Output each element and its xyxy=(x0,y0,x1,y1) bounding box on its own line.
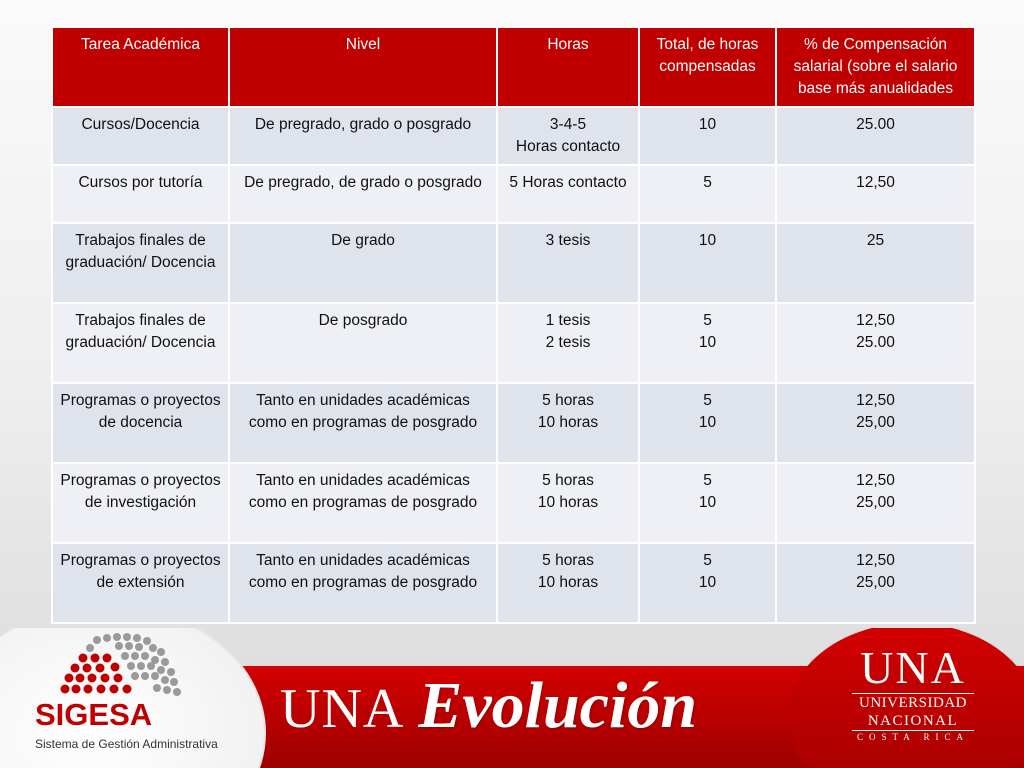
cell-total: 5 10 xyxy=(639,383,776,463)
cell-compensacion: 12,50 25,00 xyxy=(776,543,975,623)
cell-tarea: Cursos por tutoría xyxy=(52,165,229,223)
cell-nivel: Tanto en unidades académicas como en programas de posgrado xyxy=(229,463,497,543)
header-horas: Horas xyxy=(497,27,639,107)
slogan-evolucion: Evolución xyxy=(418,669,698,742)
table-row xyxy=(52,543,975,623)
compensation-table xyxy=(51,26,976,624)
cell-tarea: Cursos/Docencia xyxy=(52,107,229,165)
cell-total: 10 xyxy=(639,223,776,303)
cell-total: 5 xyxy=(639,165,776,223)
cell-nivel: De pregrado, grado o posgrado xyxy=(229,107,497,165)
sigesa-logo-text: SIGESA xyxy=(35,697,153,732)
cell-tarea: Trabajos finales de graduación/ Docencia xyxy=(52,223,229,303)
cell-tarea: Programas o proyectos de extensión xyxy=(52,543,229,623)
sigesa-subtitle: Sistema de Gestión Administrativa xyxy=(35,737,218,751)
cell-compensacion: 25.00 xyxy=(776,107,975,165)
cell-total: 10 xyxy=(639,107,776,165)
cell-horas: 5 horas 10 horas xyxy=(497,463,639,543)
cell-nivel: De pregrado, de grado o posgrado xyxy=(229,165,497,223)
cell-compensacion: 12,50 25,00 xyxy=(776,463,975,543)
una-university-logo xyxy=(852,642,974,743)
table-row xyxy=(52,165,975,223)
table-row xyxy=(52,463,975,543)
cell-compensacion: 12,50 25,00 xyxy=(776,383,975,463)
cell-nivel: Tanto en unidades académicas como en programas de posgrado xyxy=(229,383,497,463)
cell-horas: 3-4-5 Horas contacto xyxy=(497,107,639,165)
cell-total: 5 10 xyxy=(639,543,776,623)
cell-horas: 1 tesis 2 tesis xyxy=(497,303,639,383)
compensation-table-container xyxy=(51,26,974,624)
cell-horas: 5 Horas contacto xyxy=(497,165,639,223)
cell-nivel: Tanto en unidades académicas como en programas de posgrado xyxy=(229,543,497,623)
header-tarea: Tarea Académica xyxy=(52,27,229,107)
slogan xyxy=(280,668,697,748)
cell-tarea: Programas o proyectos de investigación xyxy=(52,463,229,543)
table-row xyxy=(52,107,975,165)
una-logo-costa-rica: COSTA RICA xyxy=(852,730,974,743)
cell-compensacion: 12,50 xyxy=(776,165,975,223)
cell-total: 5 10 xyxy=(639,463,776,543)
header-compensacion: % de Compensación salarial (sobre el salario base más anualidades xyxy=(776,27,975,107)
cell-compensacion: 25 xyxy=(776,223,975,303)
table-row xyxy=(52,223,975,303)
cell-tarea: Programas o proyectos de docencia xyxy=(52,383,229,463)
sigesa-dots-icon xyxy=(55,632,185,702)
table-row xyxy=(52,303,975,383)
una-logo-universidad: UNIVERSIDAD xyxy=(852,693,974,712)
cell-tarea: Trabajos finales de graduación/ Docencia xyxy=(52,303,229,383)
cell-horas: 3 tesis xyxy=(497,223,639,303)
una-logo-nacional: NACIONAL xyxy=(867,713,959,729)
cell-compensacion: 12,50 25.00 xyxy=(776,303,975,383)
slogan-una: UNA xyxy=(280,678,405,740)
cell-nivel: De posgrado xyxy=(229,303,497,383)
una-logo-acronym: UNA xyxy=(860,642,966,693)
header-total-horas: Total, de horas compensadas xyxy=(639,27,776,107)
cell-horas: 5 horas 10 horas xyxy=(497,383,639,463)
cell-nivel: De grado xyxy=(229,223,497,303)
cell-total: 5 10 xyxy=(639,303,776,383)
cell-horas: 5 horas 10 horas xyxy=(497,543,639,623)
table-header-row xyxy=(52,27,975,107)
header-nivel: Nivel xyxy=(229,27,497,107)
table-row xyxy=(52,383,975,463)
